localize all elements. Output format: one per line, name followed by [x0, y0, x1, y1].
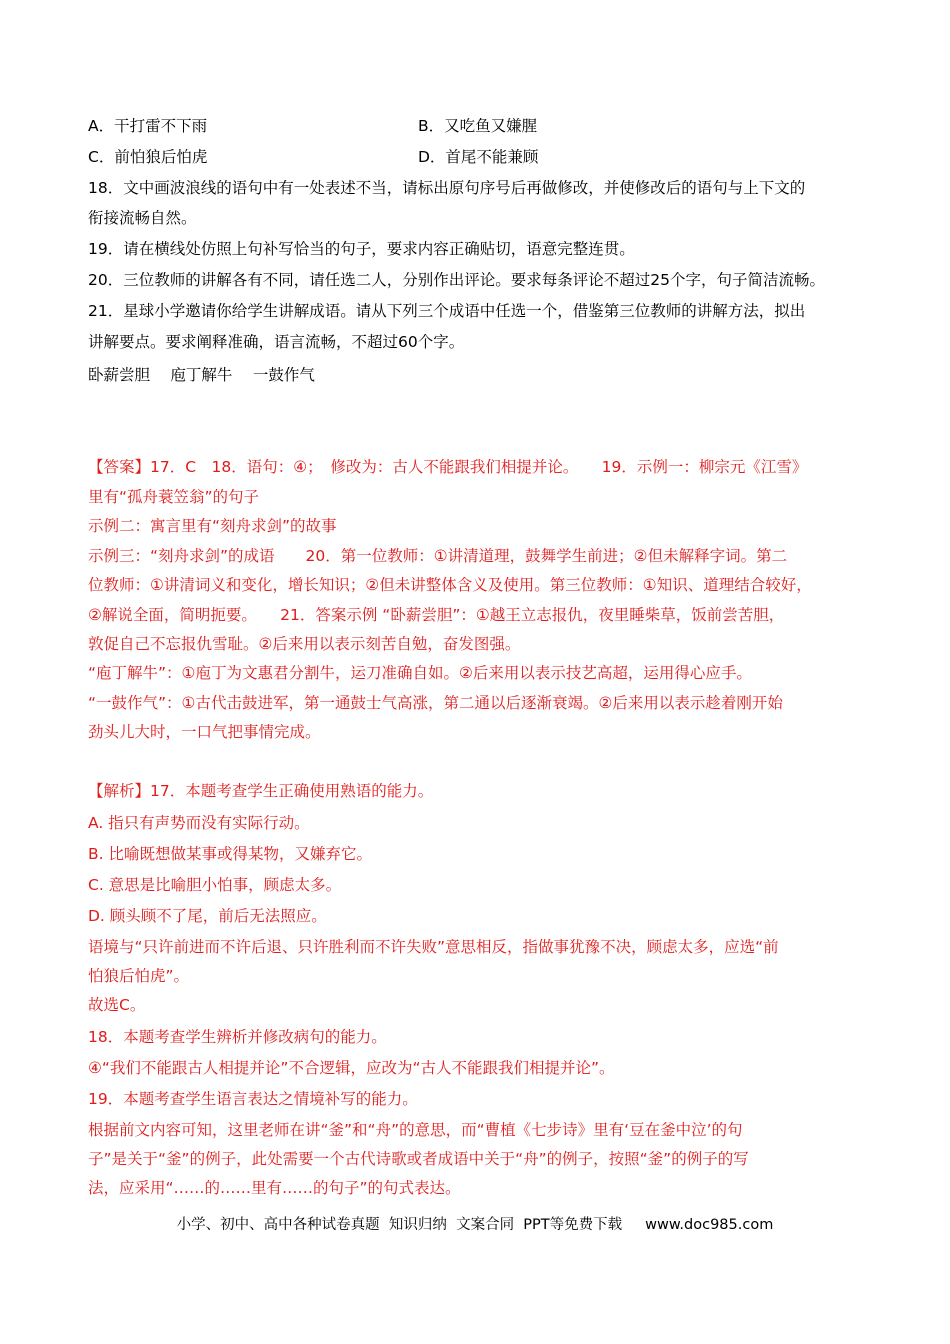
- option-b: B．又吃鱼又嫌腥: [418, 117, 538, 135]
- question-18-line1: 18．文中画波浪线的语句中有一处表述不当，请标出原句序号后再做修改，并使修改后的语句与上下文的: [88, 179, 806, 197]
- answer-line: “庖丁解牛”：①庖丁为文惠君分割牛，运刀准确自如。②后来用以表示技艺高超，运用得心应手。: [88, 664, 752, 682]
- question-19: 19．请在横线处仿照上句补写恰当的句子，要求内容正确贴切，语意完整连贯。: [88, 240, 635, 258]
- answer-line: 示例二：寓言里有“刻舟求剑”的故事: [88, 517, 337, 535]
- answer-line: ②解说全面，简明扼要。 21．答案示例 “卧薪尝胆”：①越王立志报仇，夜里睡柴草，饭前尝苦胆，: [88, 606, 785, 624]
- analysis-line: 怕狼后怕虎”。: [88, 967, 190, 985]
- question-21-line1: 21．星球小学邀请你给学生讲解成语。请从下列三个成语中任选一个，借鉴第三位教师的讲解方法，拟出: [88, 302, 806, 320]
- analysis-line: 根据前文内容可知，这里老师在讲“釜”和“舟”的意思，而“曹植《七步诗》里有‘豆在釜中泣’的句: [88, 1121, 743, 1139]
- answer-line: 劲头儿大时，一口气把事情完成。: [88, 723, 321, 741]
- analysis-line: D. 顾头顾不了尾，前后无法照应。: [88, 907, 327, 925]
- option-d: D．首尾不能兼顾: [418, 148, 539, 166]
- analysis-line: 语境与“只许前进而不许后退、只许胜利而不许失败”意思相反，指做事犹豫不决，顾虑太多，应选“前: [88, 938, 779, 956]
- question-20: 20．三位教师的讲解各有不同，请任选二人，分别作出评论。要求每条评论不超过25个字，句子简洁流畅。: [88, 271, 825, 289]
- question-21-line2: 讲解要点。要求阐释准确，语言流畅，不超过60个字。: [88, 333, 465, 351]
- analysis-line: 子”是关于“釜”的例子，此处需要一个古代诗歌或者成语中关于“舟”的例子，按照“釜”的例子的写: [88, 1150, 749, 1168]
- answer-line: 敦促自己不忘报仇雪耻。②后来用以表示刻苦自勉，奋发图强。: [88, 635, 521, 653]
- analysis-line: A. 指只有声势而没有实际行动。: [88, 814, 310, 832]
- page-footer: 小学、初中、高中各种试卷真题 知识归纳 文案合同 PPT等免费下载 www.doc985.com: [176, 1217, 774, 1233]
- idiom-list: 卧薪尝胆 庖丁解牛 一鼓作气: [88, 366, 315, 384]
- analysis-line: 法，应采用“……的……里有……的句子”的句式表达。: [88, 1179, 461, 1197]
- answer-line: “一鼓作气”：①古代击鼓进军，第一通鼓士气高涨，第二通以后逐渐衰竭。②后来用以表示趁着刚开始: [88, 694, 783, 712]
- analysis-line: 【解析】17．本题考查学生正确使用熟语的能力。: [88, 782, 434, 800]
- analysis-line: C. 意思是比喻胆小怕事，顾虑太多。: [88, 876, 342, 894]
- analysis-line: 18．本题考查学生辨析并修改病句的能力。: [88, 1028, 387, 1046]
- analysis-line: B. 比喻既想做某事或得某物，又嫌弃它。: [88, 845, 372, 863]
- answer-line: 示例三：“刻舟求剑”的成语 20．第一位教师：①讲清道理，鼓舞学生前进；②但未解释字词。第二: [88, 547, 788, 565]
- option-a: A．干打雷不下雨: [88, 117, 208, 135]
- answer-line: 【答案】17．C 18．语句：④； 修改为：古人不能跟我们相提并论。 19．示例一：柳宗元《江雪》: [88, 458, 808, 476]
- answer-line: 里有“孤舟蓑笠翁”的句子: [88, 488, 260, 506]
- option-c: C．前怕狼后怕虎: [88, 148, 208, 166]
- analysis-line: ④“我们不能跟古人相提并论”不合逻辑，应改为“古人不能跟我们相提并论”。: [88, 1059, 615, 1077]
- question-18-line2: 衔接流畅自然。: [88, 209, 197, 227]
- answer-line: 位教师：①讲清词义和变化，增长知识；②但未讲整体含义及使用。第三位教师：①知识、道理结合较好，: [88, 576, 812, 594]
- analysis-line: 故选C。: [88, 996, 146, 1014]
- analysis-line: 19．本题考查学生语言表达之情境补写的能力。: [88, 1090, 418, 1108]
